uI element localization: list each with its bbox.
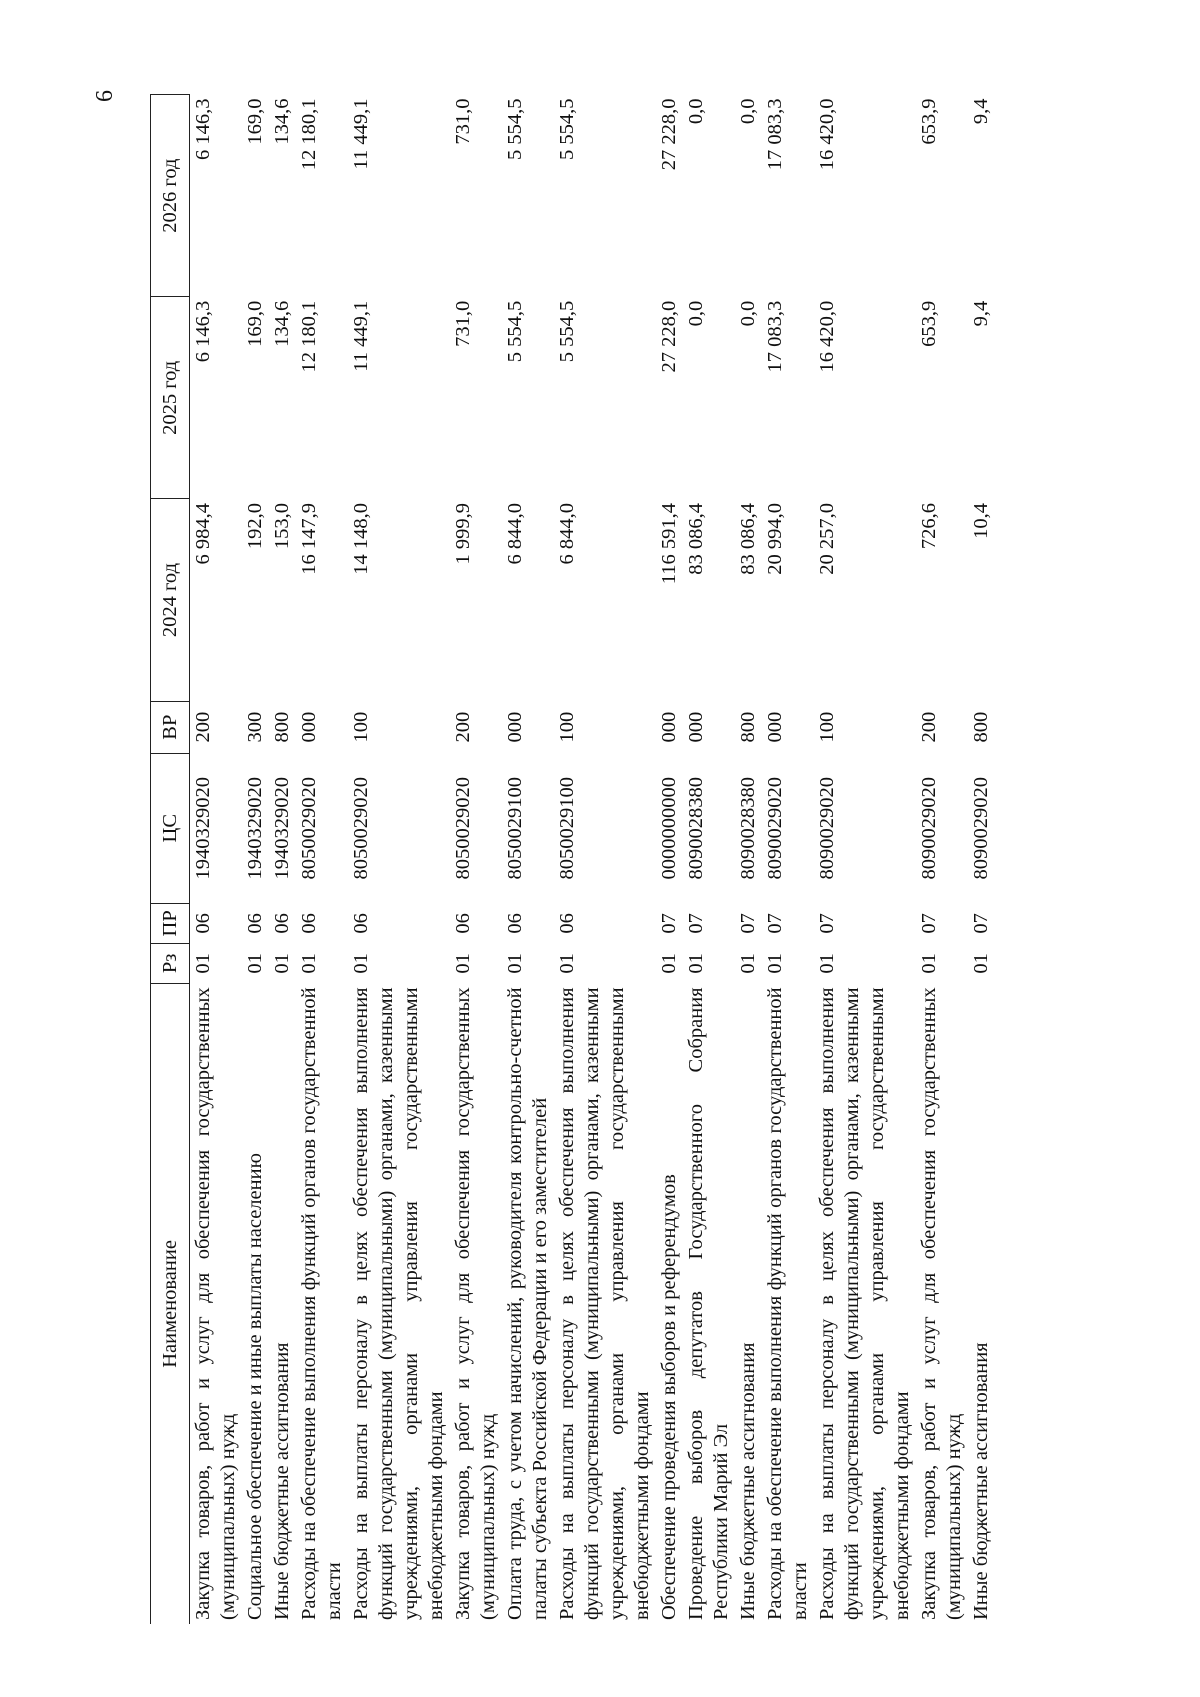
cell-rz: 01 [192, 953, 214, 974]
cell-2025: 5 554,5 [556, 300, 578, 363]
cell-2024: 6 844,0 [504, 502, 526, 565]
header-2024: 2024 год [151, 499, 190, 701]
table-row [814, 95, 916, 1625]
cell-rz: 01 [271, 953, 293, 974]
table-row [242, 95, 269, 1625]
table-row [450, 95, 502, 1625]
header-cs: ЦС [151, 753, 190, 903]
cell-2026: 0,0 [685, 98, 707, 125]
table-row [916, 95, 968, 1625]
cell-2026: 653,9 [918, 98, 940, 145]
cell-2024: 726,6 [918, 502, 940, 550]
cell-cs: 8090029020 [970, 777, 992, 880]
cell-2025: 5 554,5 [504, 300, 526, 363]
cell-2026: 12 180,1 [298, 98, 320, 171]
header-rz: Рз [151, 943, 190, 983]
cell-name: Расходы на выплаты персоналу в целях обеспечения выполнения функций государственными (муниципальными) органами, казенными учреждениями, органами управления государственными внебюджетными фондами [350, 987, 447, 1620]
cell-2024: 6 844,0 [556, 502, 578, 565]
cell-name: Расходы на обеспечение выполнения функций органов государственной власти [764, 987, 811, 1620]
cell-2024: 1 999,9 [452, 502, 474, 565]
cell-cs: 8090029020 [918, 777, 940, 880]
cell-name: Расходы на выплаты персоналу в целях обеспечения выполнения функций государственными (муниципальными) органами, казенными учреждениями, органами управления государственными внебюджетными фондами [816, 987, 913, 1620]
table-row [502, 95, 554, 1625]
cell-pr: 07 [737, 913, 759, 934]
cell-cs: 0000000000 [658, 777, 680, 880]
cell-2025: 134,6 [271, 300, 293, 347]
cell-2025: 0,0 [737, 300, 759, 327]
cell-vr: 800 [271, 711, 293, 743]
table-row [554, 95, 656, 1625]
cell-rz: 01 [764, 953, 786, 974]
cell-2025: 27 228,0 [658, 300, 680, 373]
cell-cs: 8050029100 [504, 777, 526, 880]
cell-name: Расходы на выплаты персоналу в целях обеспечения выполнения функций государственными (муниципальными) органами, казенными учреждениями, органами управления государственными внебюджетными фондами [556, 987, 653, 1620]
table-row [762, 95, 814, 1625]
cell-name: Иные бюджетные ассигнования [737, 1342, 759, 1620]
cell-2024: 83 086,4 [685, 502, 707, 575]
cell-2025: 653,9 [918, 300, 940, 347]
cell-vr: 100 [556, 711, 578, 743]
cell-2026: 169,0 [244, 98, 266, 145]
cell-2025: 731,0 [452, 300, 474, 347]
cell-vr: 100 [350, 711, 372, 743]
cell-2026: 731,0 [452, 98, 474, 145]
rotated-page-content [90, 80, 1090, 1636]
cell-vr: 000 [298, 711, 320, 743]
cell-vr: 100 [816, 711, 838, 743]
cell-2025: 6 146,3 [192, 300, 214, 363]
cell-pr: 06 [192, 913, 214, 934]
cell-2026: 11 449,1 [350, 98, 372, 170]
table-row [348, 95, 450, 1625]
cell-pr: 06 [244, 913, 266, 934]
cell-vr: 200 [918, 711, 940, 743]
cell-2024: 83 086,4 [737, 502, 759, 575]
cell-pr: 07 [658, 913, 680, 934]
cell-rz: 01 [685, 953, 707, 974]
cell-cs: 1940329020 [244, 777, 266, 880]
table-row [296, 95, 348, 1625]
cell-2024: 116 591,4 [658, 502, 680, 585]
cell-2026: 16 420,0 [816, 98, 838, 171]
cell-cs: 1940329020 [271, 777, 293, 880]
cell-name: Иные бюджетные ассигнования [271, 1342, 293, 1620]
cell-name: Расходы на обеспечение выполнения функций органов государственной власти [298, 987, 345, 1620]
cell-rz: 01 [556, 953, 578, 974]
cell-cs: 8050029020 [452, 777, 474, 880]
cell-cs: 8090028380 [685, 777, 707, 880]
cell-pr: 06 [504, 913, 526, 934]
cell-2025: 0,0 [685, 300, 707, 327]
cell-vr: 300 [244, 711, 266, 743]
cell-2025: 16 420,0 [816, 300, 838, 373]
cell-name: Закупка товаров, работ и услуг для обеспечения государственных (муниципальных) нужд [918, 987, 965, 1620]
cell-2024: 192,0 [244, 502, 266, 550]
cell-pr: 07 [685, 913, 707, 934]
cell-2025: 169,0 [244, 300, 266, 347]
header-vr: ВР [151, 701, 190, 753]
cell-name: Обеспечение проведения выборов и референдумов [658, 1174, 680, 1620]
cell-2026: 0,0 [737, 98, 759, 125]
cell-2026: 6 146,3 [192, 98, 214, 160]
cell-2024: 153,0 [271, 502, 293, 550]
cell-vr: 800 [970, 711, 992, 743]
cell-name: Закупка товаров, работ и услуг для обеспечения государственных (муниципальных) нужд [452, 987, 499, 1620]
cell-vr: 000 [764, 711, 786, 743]
cell-cs: 8090029020 [764, 777, 786, 880]
cell-2026: 27 228,0 [658, 98, 680, 171]
cell-vr: 200 [452, 711, 474, 743]
budget-table [150, 94, 995, 1624]
cell-pr: 07 [764, 913, 786, 934]
cell-2025: 11 449,1 [350, 300, 372, 372]
cell-2024: 20 257,0 [816, 502, 838, 575]
table-row [190, 95, 243, 1625]
cell-2024: 20 994,0 [764, 502, 786, 575]
cell-pr: 06 [271, 913, 293, 934]
cell-rz: 01 [658, 953, 680, 974]
table-header [151, 95, 190, 1625]
cell-2024: 6 984,4 [192, 502, 214, 565]
table-row [968, 95, 995, 1625]
header-pr: ПР [151, 903, 190, 943]
cell-2026: 5 554,5 [556, 98, 578, 160]
cell-rz: 01 [298, 953, 320, 974]
cell-pr: 07 [970, 913, 992, 934]
cell-vr: 000 [504, 711, 526, 743]
cell-cs: 1940329020 [192, 777, 214, 880]
cell-rz: 01 [244, 953, 266, 974]
cell-name: Иные бюджетные ассигнования [970, 1342, 992, 1620]
cell-2025: 9,4 [970, 300, 992, 327]
cell-2024: 10,4 [970, 502, 992, 539]
cell-cs: 8050029020 [350, 777, 372, 880]
cell-vr: 200 [192, 711, 214, 743]
cell-2026: 9,4 [970, 98, 992, 125]
cell-rz: 01 [816, 953, 838, 974]
page-number: 6 [92, 90, 118, 102]
cell-name: Закупка товаров, работ и услуг для обеспечения государственных (муниципальных) нужд [192, 987, 239, 1620]
cell-pr: 06 [298, 913, 320, 934]
cell-pr: 07 [816, 913, 838, 934]
table-row [735, 95, 762, 1625]
cell-rz: 01 [452, 953, 474, 974]
cell-rz: 01 [970, 953, 992, 974]
cell-2024: 16 147,9 [298, 502, 320, 575]
cell-pr: 07 [918, 913, 940, 934]
cell-name: Проведение выборов депутатов Государственного Собрания Республики Марий Эл [685, 987, 732, 1620]
table-row [683, 95, 735, 1625]
cell-2026: 134,6 [271, 98, 293, 145]
cell-cs: 8090029020 [816, 777, 838, 880]
cell-2025: 12 180,1 [298, 300, 320, 373]
cell-vr: 000 [658, 711, 680, 743]
cell-rz: 01 [737, 953, 759, 974]
cell-vr: 800 [737, 711, 759, 743]
table-row [269, 95, 296, 1625]
cell-cs: 8050029100 [556, 777, 578, 880]
cell-2024: 14 148,0 [350, 502, 372, 575]
cell-rz: 01 [350, 953, 372, 974]
table-body [190, 95, 996, 1625]
cell-pr: 06 [452, 913, 474, 934]
cell-vr: 000 [685, 711, 707, 743]
header-row [151, 95, 190, 1625]
header-2026: 2026 год [151, 95, 190, 297]
cell-2026: 5 554,5 [504, 98, 526, 160]
cell-pr: 06 [556, 913, 578, 934]
cell-name: Оплата труда, с учетом начислений, руководителя контрольно-счетной палаты субъекта Российской Федерации и его заместителей [504, 987, 551, 1620]
cell-rz: 01 [918, 953, 940, 974]
cell-pr: 06 [350, 913, 372, 934]
cell-2026: 17 083,3 [764, 98, 786, 171]
header-name: Наименование [151, 983, 190, 1624]
header-2025: 2025 год [151, 297, 190, 499]
cell-rz: 01 [504, 953, 526, 974]
cell-name: Социальное обеспечение и иные выплаты населению [244, 1153, 266, 1620]
cell-2025: 17 083,3 [764, 300, 786, 373]
table-row [656, 95, 683, 1625]
cell-cs: 8090028380 [737, 777, 759, 880]
cell-cs: 8050029020 [298, 777, 320, 880]
